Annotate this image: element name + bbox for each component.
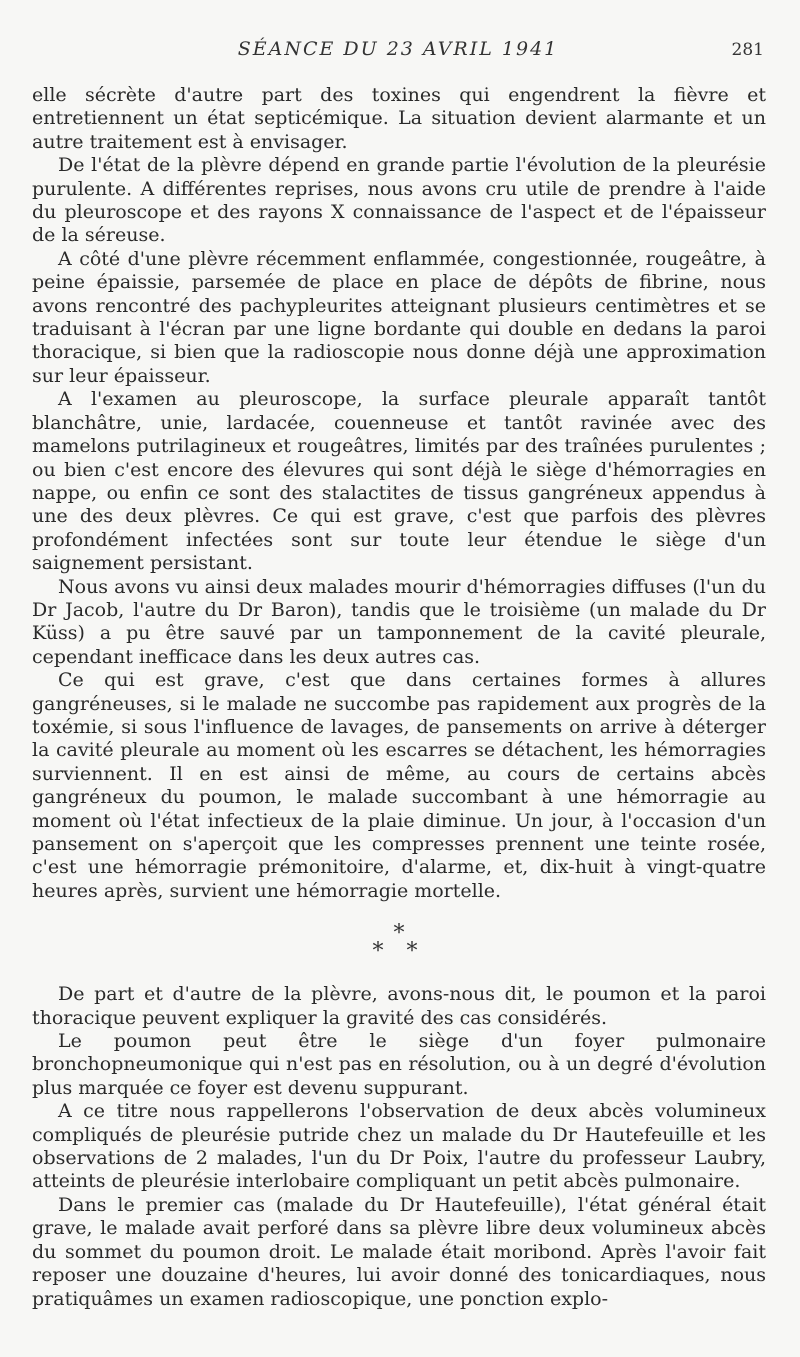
section-asterism — [32, 921, 766, 965]
page-number: 281 — [731, 40, 764, 60]
paragraph: Nous avons vu ainsi deux malades mourir d'hémorragies diffuses (l'un du Dr Jacob, l'autre du Dr Baron), tandis que le troisième (un malade du Dr Küss) a pu être sauvé par un tamponnement de la cavité pleurale, cependant inefficace dans les deux autres cas. — [32, 575, 766, 668]
paragraph: Dans le premier cas (malade du Dr Hautefeuille), l'état général était grave, le malade avait perforé dans sa plèvre libre deux volumineux abcès du sommet du poumon droit. Le malade était moribond. Après l'avoir fait reposer une douzaine d'heures, lui avoir donné des tonicardiaques, nous pratiquâmes un examen radioscopique, une ponction explo- — [32, 1193, 766, 1310]
section-two — [32, 983, 766, 1311]
running-title: SÉANCE DU 23 AVRIL 1941 — [237, 38, 559, 60]
paragraph: De part et d'autre de la plèvre, avons-nous dit, le poumon et la paroi thoracique peuvent expliquer la gravité des cas considérés. — [32, 983, 766, 1029]
paragraph: Ce qui est grave, c'est que dans certaines formes à allures gangréneuses, si le malade ne succombe pas rapidement aux progrès de la toxémie, si sous l'influence de lavages, de pansements on arrive à déterger la cavité pleurale au moment où les escarres se détachent, les hémorragies surviennent. Il en est ainsi de même, au cours de certains abcès gangréneux du poumon, le malade succombant à une hémorragie au moment où l'état infectieux de la plaie diminue. Un jour, à l'occasion d'un pansement on s'aperçoit que les compresses prennent une teinte rosée, c'est une hémorragie prémonitoire, d'alarme, et, dix-huit à vingt-quatre heures après, survient une hémorragie mortelle. — [32, 669, 766, 902]
paragraph: Le poumon peut être le siège d'un foyer pulmonaire bronchopneumonique qui n'est pas en résolution, ou à un degré d'évolution plus marquée ce foyer est devenu suppurant. — [32, 1030, 766, 1099]
paragraph: elle sécrète d'autre part des toxines qui engendrent la fièvre et entretiennent un état septicémique. La situation devient alarmante et un autre traitement est à envisager. — [32, 84, 766, 153]
article-body — [32, 84, 766, 1311]
paragraph: A ce titre nous rappellerons l'observation de deux abcès volumineux compliqués de pleurésie putride chez un malade du Dr Hautefeuille et les observations de 2 malades, l'un du Dr Poix, l'autre du professeur Laubry, atteints de pleurésie interlobaire compliquant un petit abcès pulmonaire. — [32, 1100, 766, 1193]
asterism-top: * — [393, 921, 405, 947]
asterism-bottom: * * — [372, 939, 426, 965]
page-header — [32, 38, 764, 68]
paragraph: A l'examen au pleuroscope, la surface pleurale apparaît tantôt blanchâtre, unie, lardacée, couenneuse et tantôt ravinée avec des mamelons putrilagineux et rougeâtres, limités par des traînées purulentes ; ou bien c'est encore des élevures qui sont déjà le siège d'hémorragies en nappe, ou enfin ce sont des stalactites de tissus gangréneux appendus à une des deux plèvres. Ce qui est grave, c'est que parfois des plèvres profondément infectées sont sur toute leur étendue le siège d'un saignement persistant. — [32, 388, 766, 575]
paragraph: A côté d'une plèvre récemment enflammée, congestionnée, rougeâtre, à peine épaissie, parsemée de place en place de dépôts de fibrine, nous avons rencontré des pachypleurites atteignant plusieurs centimètres et se traduisant à l'écran par une ligne bordante qui double en dedans la paroi thoracique, si bien que la radioscopie nous donne déjà une approximation sur leur épaisseur. — [32, 247, 766, 387]
paragraph: De l'état de la plèvre dépend en grande partie l'évolution de la pleurésie purulente. A différentes reprises, nous avons cru utile de prendre à l'aide du pleuroscope et des rayons X connaissance de l'aspect et de l'épaisseur de la séreuse. — [32, 154, 766, 247]
